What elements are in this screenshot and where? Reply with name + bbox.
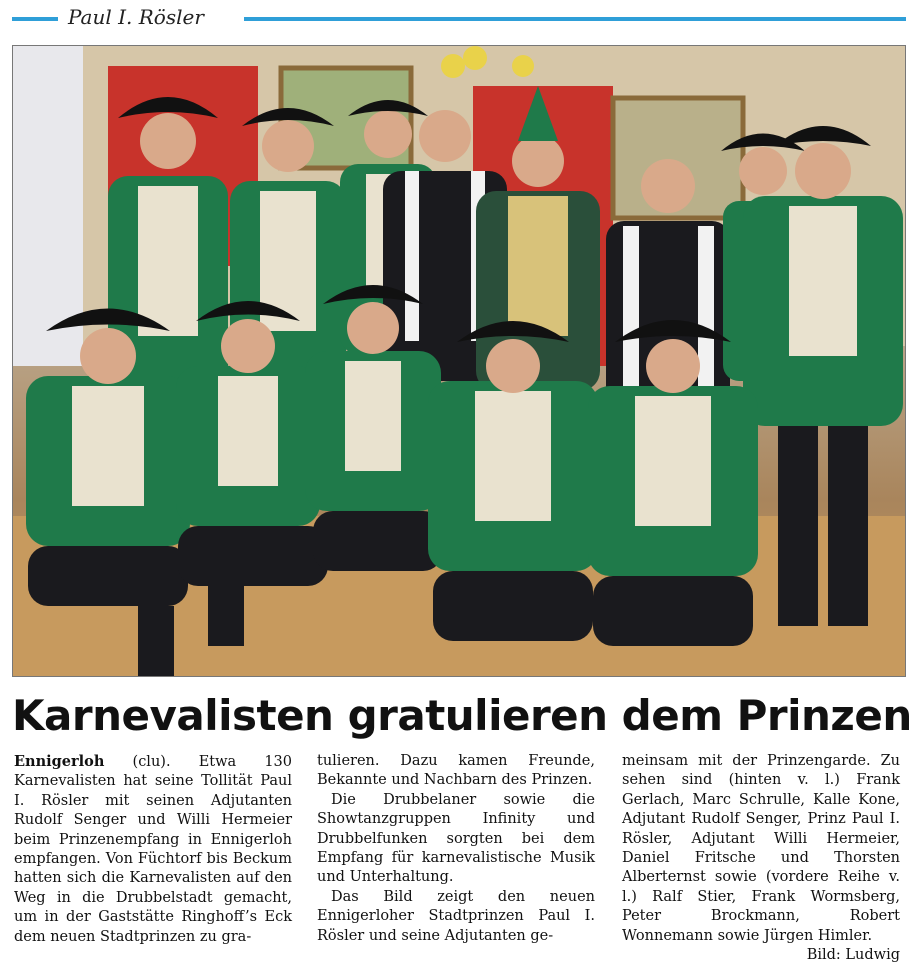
kicker-rule-left: [12, 17, 58, 21]
paragraph-1-continued: tulieren. Dazu kamen Freunde, Bekannte und Nachbarn des Prinzen.: [317, 753, 595, 789]
article-column-1: [14, 752, 292, 947]
article-paragraph-1: [14, 752, 292, 947]
paragraph-3-continued-text: meinsam mit der Prinzengarde. Zu sehen sind (hinten v. l.) Frank Gerlach, Marc Schrulle, Kalle Kone, Adjutant Rudolf Senger, Prinz Paul I. Rösler, Adjutant Willi Hermeier, Daniel Fritsche und Thorsten Alberternst sowie (vordere Reihe v. l.) Ralf Stier, Frank Wormsberg, Peter Brockmann, Robert Wonnemann sowie Jürgen Himler.: [622, 753, 900, 944]
dateline: Ennigerloh: [14, 753, 105, 770]
article-paragraph-3-continued: [622, 752, 900, 964]
headline: Karnevalisten gratulieren dem Prinzen: [12, 691, 912, 740]
group-photo-illustration: [13, 46, 906, 677]
kicker: [12, 4, 906, 32]
article-column-2: [317, 752, 595, 946]
kicker-text: Paul I. Rösler: [68, 5, 204, 29]
paragraph-1-text: Etwa 130 Karnevalisten hat seine Tollität Paul I. Rösler mit seinen Adjutanten Rudolf Senger und Willi Hermeier beim Prinzenempfang in Ennigerloh empfangen. Von Füchtorf bis Beckum hatten sich die Karnevalisten auf den Weg in die Drubbelstadt gemacht, um in der Gaststätte Ringhoff’s Eck dem neuen Stadtprinzen zu gra-: [14, 754, 293, 945]
article-paragraph-2: Die Drubbelaner sowie die Showtanzgruppen Infinity und Drubbelfunken sorgten bei dem Empfang für karnevalistische Musik und Unterhaltung.: [317, 791, 595, 886]
kicker-rule-right: [244, 17, 906, 21]
byline: (clu).: [132, 754, 171, 770]
article-paragraph-3: Das Bild zeigt den neuen Ennigerloher Stadtprinzen Paul I. Rösler und seine Adjutanten ge-: [317, 888, 595, 944]
photo-credit: Bild: Ludwig: [806, 947, 900, 964]
article-column-3: [622, 752, 900, 965]
group-photo: [12, 45, 906, 677]
